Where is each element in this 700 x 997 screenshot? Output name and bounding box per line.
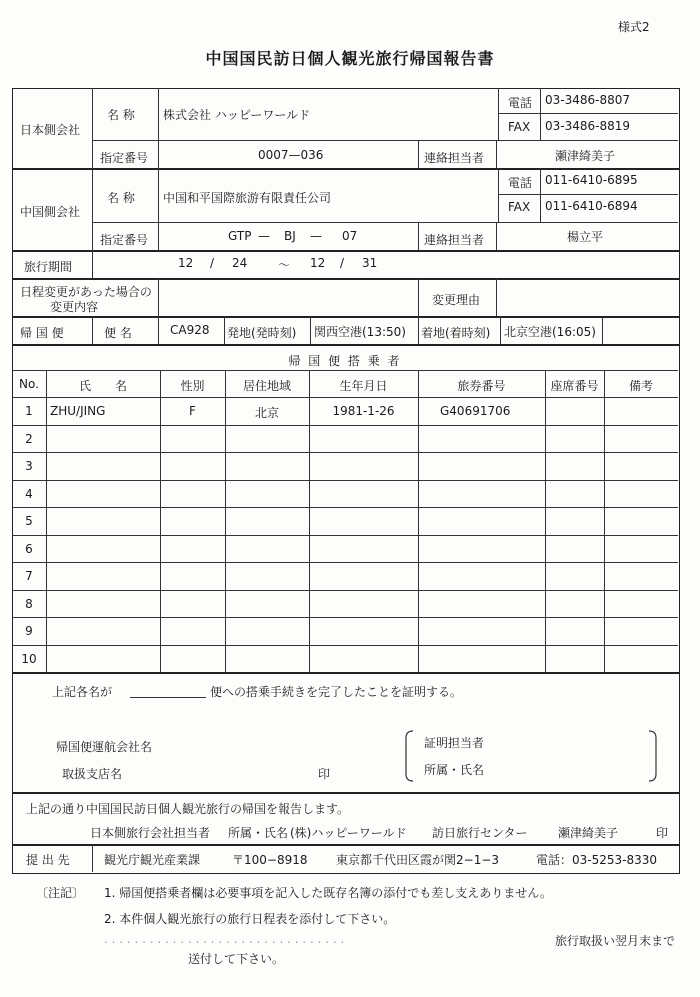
row-number: 10 xyxy=(21,651,37,666)
row-number: 2 xyxy=(25,431,33,446)
notes-label: 〔注記〕 xyxy=(36,886,85,900)
report-contact-label: 日本側旅行会社担当者 xyxy=(90,826,211,840)
page-title: 中国国民訪日個人観光旅行帰国報告書 xyxy=(205,49,495,68)
cn-company-label: 中国側会社 xyxy=(20,205,81,219)
submit-postal: 〒100−8918 xyxy=(232,853,308,867)
table-column-divider xyxy=(418,370,419,672)
certify-statement-post: 便への搭乗手続きを完了したことを証明する。 xyxy=(210,685,463,699)
row-number: 3 xyxy=(25,459,33,473)
period-label: 旅行期間 xyxy=(24,260,73,274)
submit-label: 提 出 先 xyxy=(26,853,70,867)
jp-company-name[interactable]: 株式会社 ハッピーワールド xyxy=(163,108,311,122)
table-row-divider xyxy=(12,425,678,426)
submit-tel: 電話：03-5253-8330 xyxy=(536,853,658,867)
departure-value[interactable]: 関西空港(13:50) xyxy=(314,325,406,339)
table-column-divider xyxy=(604,370,605,672)
cert-person-label: 証明担当者 xyxy=(424,736,485,750)
certify-statement-pre: 上記各名が xyxy=(52,685,113,699)
cn-id-part-1[interactable]: GTP xyxy=(228,229,252,243)
table-column-divider xyxy=(545,370,546,672)
cn-tel-value[interactable]: 011-6410-6895 xyxy=(545,173,638,187)
jp-fax-value[interactable]: 03-3486-8819 xyxy=(545,119,631,133)
cn-id-part-2: — xyxy=(258,229,270,243)
report-dept[interactable]: 訪日旅行センター xyxy=(432,826,528,840)
period-start-slash: / xyxy=(210,256,215,270)
period-separator: 〜 xyxy=(278,258,291,272)
jp-contact-label: 連絡担当者 xyxy=(424,151,485,165)
cell-dob[interactable]: 1981-1-26 xyxy=(332,404,395,418)
period-end-month[interactable]: 12 xyxy=(310,256,326,270)
cert-affil-label: 所属・氏名 xyxy=(424,763,485,777)
row-number: 5 xyxy=(25,514,33,528)
change-label-line1: 日程変更があった場合の xyxy=(20,285,152,299)
report-company[interactable]: (株)ハッピーワールド xyxy=(290,826,407,840)
note-3-partial: . . . . . . . . . . . . . . . . . . . . . . . . . . . . . . . . xyxy=(104,932,345,946)
departure-label: 発地(発時刻) xyxy=(227,326,297,340)
cn-name-label: 名 称 xyxy=(107,191,135,205)
cn-id-part-5[interactable]: 07 xyxy=(342,229,358,243)
flight-section-label: 帰 国 便 xyxy=(20,326,64,340)
header-dob: 生年月日 xyxy=(339,379,388,393)
header-note: 備考 xyxy=(628,379,653,393)
cn-contact-label: 連絡担当者 xyxy=(424,233,485,247)
table-column-divider xyxy=(46,370,47,672)
period-end-day[interactable]: 31 xyxy=(362,256,378,270)
table-row-divider xyxy=(12,480,678,481)
header-no: No. xyxy=(19,377,39,391)
note-2: 2. 本件個人観光旅行の旅行日程表を添付して下さい。 xyxy=(104,912,396,926)
cn-id-part-4: — xyxy=(310,229,322,243)
row-number: 4 xyxy=(25,486,33,501)
header-name: 氏 名 xyxy=(78,379,127,393)
note-3-tail: 送付して下さい。 xyxy=(188,952,285,966)
header-sex: 性別 xyxy=(180,379,205,393)
table-row-divider xyxy=(12,617,678,618)
passenger-section-title: 帰 国 便 搭 乗 者 xyxy=(288,354,402,368)
report-seal: 印 xyxy=(656,826,669,840)
jp-tel-label: 電話 xyxy=(508,96,533,110)
branch-label: 取扱支店名 xyxy=(62,767,123,781)
left-bracket-icon xyxy=(404,730,414,782)
report-statement: 上記の通り中国国民訪日個人観光旅行の帰国を報告します。 xyxy=(26,802,350,816)
row-number: 1 xyxy=(25,404,33,418)
row-number: 7 xyxy=(25,569,33,583)
cell-region[interactable]: 北京 xyxy=(254,406,279,420)
cn-company-name[interactable]: 中国和平国際旅游有限責任公司 xyxy=(163,191,332,205)
table-row-divider xyxy=(12,507,678,508)
cn-contact-value[interactable]: 楊立平 xyxy=(567,230,604,244)
right-bracket-icon xyxy=(648,730,658,782)
change-label-line2: 変更内容 xyxy=(50,300,99,314)
jp-id-label: 指定番号 xyxy=(100,151,149,165)
cn-fax-label: FAX xyxy=(508,200,531,214)
flight-no-label: 便 名 xyxy=(104,326,132,340)
arrival-value[interactable]: 北京空港(16:05) xyxy=(504,325,596,339)
period-start-day[interactable]: 24 xyxy=(232,256,248,270)
jp-fax-label: FAX xyxy=(508,120,531,134)
jp-contact-value[interactable]: 瀬津綺美子 xyxy=(555,149,616,163)
submit-address: 東京都千代田区霞が関2−1−3 xyxy=(336,853,500,867)
header-seat: 座席番号 xyxy=(550,379,599,393)
header-passport: 旅券番号 xyxy=(457,379,506,393)
period-end-slash: / xyxy=(340,256,345,270)
table-row-divider xyxy=(12,452,678,453)
cell-name[interactable]: ZHU/JING xyxy=(50,404,106,418)
flight-blank-line[interactable] xyxy=(130,697,206,698)
report-person[interactable]: 瀬津綺美子 xyxy=(558,826,619,840)
cell-sex[interactable]: F xyxy=(189,404,196,418)
airline-label: 帰国便運航会社名 xyxy=(56,740,153,754)
arrival-label: 着地(着時刻) xyxy=(421,326,491,340)
cn-tel-label: 電話 xyxy=(508,176,533,190)
report-affil-label: 所属・氏名 xyxy=(228,826,289,840)
table-row-divider xyxy=(12,590,678,591)
note-3-visible: 旅行取扱い翌月末まで xyxy=(555,934,676,948)
table-row-divider xyxy=(12,535,678,536)
jp-company-label: 日本側会社 xyxy=(20,123,81,137)
row-number: 9 xyxy=(25,624,33,638)
jp-id-value[interactable]: 0007—036 xyxy=(258,148,324,162)
jp-name-label: 名 称 xyxy=(107,108,135,122)
travel-period-row xyxy=(12,250,680,280)
note-1: 1. 帰国便搭乗者欄は必要事項を記入した既存名簿の添付でも差し支えありません。 xyxy=(104,886,552,900)
change-reason-label: 変更理由 xyxy=(432,293,481,307)
row-number: 6 xyxy=(25,541,33,556)
cn-id-part-3[interactable]: BJ xyxy=(284,229,296,243)
jp-tel-value[interactable]: 03-3486-8807 xyxy=(545,93,631,107)
flight-no-value[interactable]: CA928 xyxy=(170,323,210,337)
table-row-divider xyxy=(12,645,678,646)
cell-passport[interactable]: G40691706 xyxy=(440,404,511,418)
airline-seal: 印 xyxy=(318,767,331,781)
row-number: 8 xyxy=(25,596,33,611)
cn-id-label: 指定番号 xyxy=(100,233,149,247)
submit-dest: 観光庁観光産業課 xyxy=(104,853,201,867)
period-start-month[interactable]: 12 xyxy=(178,256,194,270)
form-number: 様式2 xyxy=(618,20,650,34)
table-row-divider xyxy=(12,562,678,563)
header-region: 居住地域 xyxy=(242,379,291,393)
cn-fax-value[interactable]: 011-6410-6894 xyxy=(545,199,638,213)
